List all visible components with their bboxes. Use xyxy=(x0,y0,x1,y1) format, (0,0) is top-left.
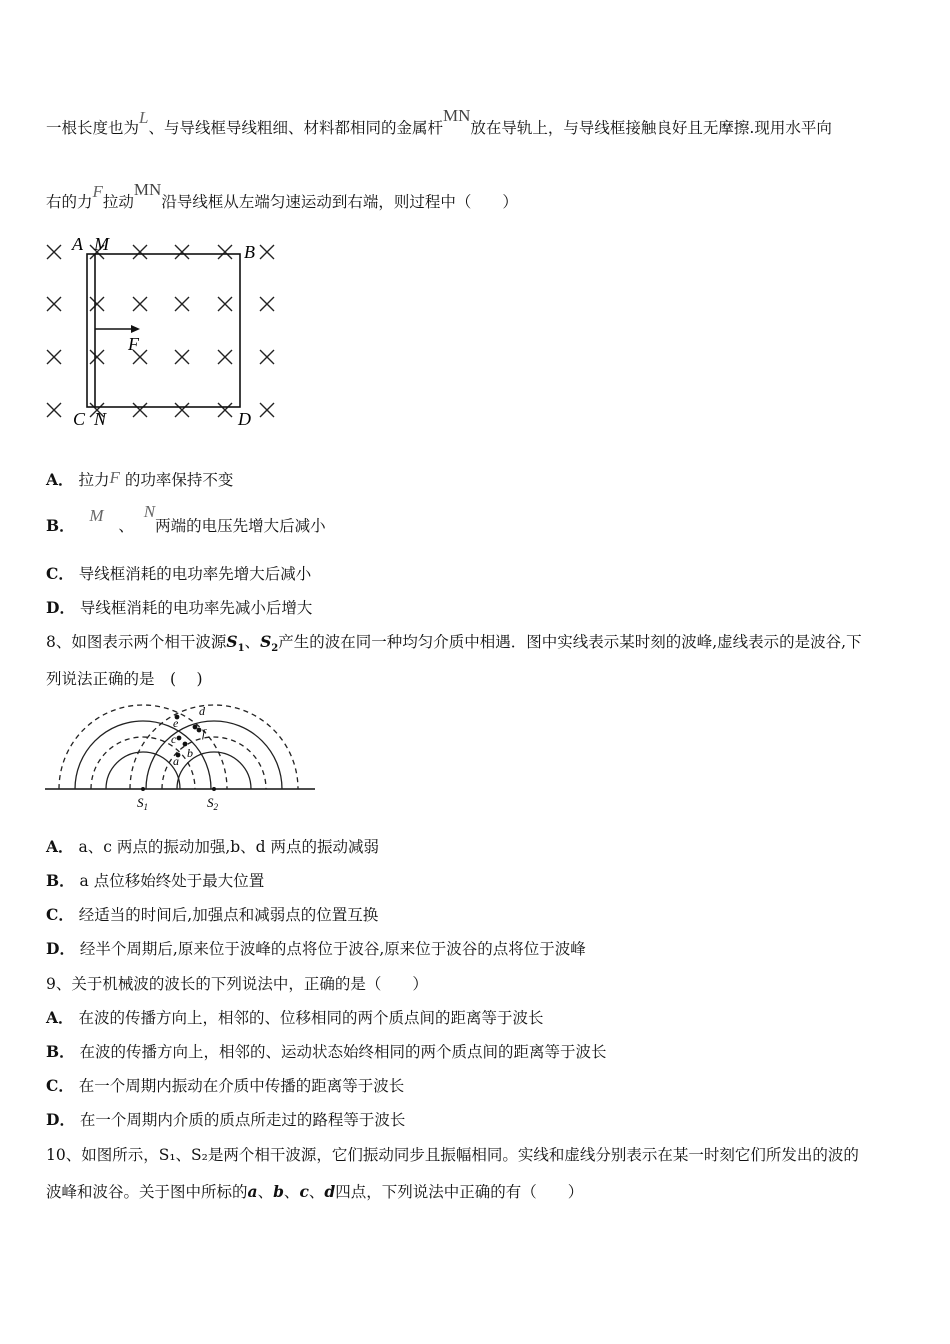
q7-text: 放在导轨上，与导线框接触良好且无摩擦.现用水平向 xyxy=(470,119,832,137)
source-s1: S xyxy=(226,632,238,651)
q8-stem-line1 xyxy=(46,630,862,654)
option-text: 两端的电压先增大后减小 xyxy=(155,517,326,535)
point-c-label: c xyxy=(299,1182,309,1201)
q7-option-b xyxy=(46,502,326,536)
source-s2-dot xyxy=(212,787,216,791)
field-cross-icon xyxy=(47,350,61,364)
field-cross-icon xyxy=(90,297,104,311)
label-M: M xyxy=(94,234,109,254)
q8-option-d xyxy=(46,937,586,959)
q7-option-a xyxy=(46,468,233,490)
field-cross-icon xyxy=(90,350,104,364)
q8-text: 列说法正确的是 ( ) xyxy=(46,670,203,688)
option-text: 在波的传播方向上，相邻的、位移相同的两个质点间的距离等于波长 xyxy=(78,1009,544,1027)
q7-text: 、与导线框导线粗细、材料都相同的金属杆 xyxy=(148,119,443,137)
q7-option-d xyxy=(46,596,312,618)
q8-stem-line2 xyxy=(46,667,203,689)
q7-text: 一根长度也为 xyxy=(46,119,140,137)
point-b-label: b xyxy=(273,1182,284,1201)
field-cross-icon xyxy=(260,350,274,364)
point-c xyxy=(177,736,182,741)
q9-option-c xyxy=(46,1074,404,1096)
option-text: 经适当的时间后,加强点和减弱点的位置互换 xyxy=(78,906,379,924)
q8-text: 、 xyxy=(244,633,261,651)
option-text: 导线框消耗的电功率先减小后增大 xyxy=(79,599,313,617)
point-d-label: d xyxy=(324,1182,336,1201)
option-text: 拉力 xyxy=(78,471,110,489)
option-letter: B． xyxy=(46,1042,75,1061)
q7-text: 拉动 xyxy=(102,193,134,211)
q9-option-b xyxy=(46,1040,607,1062)
var-MN: MN xyxy=(133,180,162,199)
q10-text: 四点，下列说法中正确的有（ ） xyxy=(335,1183,584,1201)
option-letter: B． xyxy=(46,516,75,535)
s2-crest-2 xyxy=(146,721,282,789)
option-text: 、 xyxy=(118,517,134,535)
label-c: c xyxy=(171,732,177,746)
label-F: F xyxy=(128,334,139,354)
q9-stem xyxy=(46,972,428,994)
field-cross-icon xyxy=(260,403,274,417)
option-letter: A． xyxy=(46,837,74,856)
option-text: 在波的传播方向上，相邻的、运动状态始终相同的两个质点间的距离等于波长 xyxy=(79,1043,607,1061)
q10-text: 、 xyxy=(308,1183,325,1201)
source-s1-dot xyxy=(141,787,145,791)
q8-option-a xyxy=(46,835,379,857)
q8-text: 8、如图表示两个相干波源 xyxy=(46,633,227,651)
label-d: d xyxy=(199,704,205,718)
field-cross-icon xyxy=(218,245,232,259)
q9-option-a xyxy=(46,1006,543,1028)
option-letter: C． xyxy=(46,1076,74,1095)
field-cross-icon xyxy=(175,350,189,364)
var-F: F xyxy=(92,182,103,201)
option-letter: B． xyxy=(46,871,75,890)
field-cross-icon xyxy=(218,403,232,417)
q7-option-c xyxy=(46,562,311,584)
option-letter: A． xyxy=(46,1008,74,1027)
q10-text: 10、如图所示，S₁、S₂是两个相干波源，它们振动同步且振幅相同。实线和虚线分别表示在某一时刻它们所发出的波的 xyxy=(46,1146,859,1164)
field-cross-icon xyxy=(133,297,147,311)
q10-text: 波峰和波谷。关于图中所标的 xyxy=(46,1183,248,1201)
option-letter: D． xyxy=(46,1110,75,1129)
option-letter: D． xyxy=(46,598,75,617)
field-cross-icon xyxy=(175,245,189,259)
option-letter: C． xyxy=(46,564,74,583)
q10-stem-line2 xyxy=(46,1180,583,1202)
field-cross-icon xyxy=(47,245,61,259)
option-letter: D． xyxy=(46,939,75,958)
label-e: e xyxy=(173,716,179,730)
q10-text: 、 xyxy=(257,1183,274,1201)
field-cross-icon xyxy=(175,403,189,417)
option-text: 经半个周期后,原来位于波峰的点将位于波谷,原来位于波谷的点将位于波峰 xyxy=(79,940,586,958)
field-cross-icon xyxy=(133,403,147,417)
q7-stem-line1 xyxy=(46,106,832,138)
var-L: L xyxy=(139,108,149,127)
q7-text: 右的力 xyxy=(46,193,93,211)
q8-wave-interference-figure xyxy=(40,697,320,817)
force-arrowhead xyxy=(131,325,140,333)
label-S2: $S_2$ xyxy=(207,795,218,812)
option-text: 在一个周期内振动在介质中传播的距离等于波长 xyxy=(78,1077,405,1095)
field-cross-icon xyxy=(133,245,147,259)
subscript: 1 xyxy=(237,643,245,655)
label-A: A xyxy=(72,234,83,254)
var-M: M xyxy=(89,506,104,525)
label-S1: $S_1$ xyxy=(137,795,148,812)
point-f xyxy=(197,728,202,733)
var-F: F xyxy=(109,468,120,487)
label-N: N xyxy=(94,409,107,429)
field-cross-icon xyxy=(47,403,61,417)
q7-text: 沿导线框从左端匀速运动到右端，则过程中（ ） xyxy=(161,193,518,211)
var-MN: MN xyxy=(443,106,471,125)
source-s2: S xyxy=(260,632,272,651)
var-N: N xyxy=(143,502,156,521)
option-text: 导线框消耗的电功率先增大后减小 xyxy=(78,565,312,583)
label-f: f xyxy=(202,726,206,740)
option-text: 在一个周期内介质的质点所走过的路程等于波长 xyxy=(79,1111,406,1129)
q8-option-c xyxy=(46,903,378,925)
point-d xyxy=(193,725,198,730)
point-a-label: a xyxy=(247,1182,258,1201)
q8-option-b xyxy=(46,869,264,891)
option-letter: C． xyxy=(46,905,74,924)
field-cross-icon xyxy=(175,297,189,311)
label-D: D xyxy=(238,409,251,429)
field-cross-icon xyxy=(260,245,274,259)
option-text: 的功率保持不变 xyxy=(124,471,234,489)
q10-text: 、 xyxy=(283,1183,300,1201)
label-B: B xyxy=(244,242,255,262)
q7-stem-line2 xyxy=(46,180,518,212)
wire-frame xyxy=(87,254,240,407)
field-cross-icon xyxy=(260,297,274,311)
field-cross-icon xyxy=(218,350,232,364)
option-text: a 点位移始终处于最大位置 xyxy=(79,872,265,890)
field-cross-icon xyxy=(47,297,61,311)
label-b: b xyxy=(187,746,193,760)
s1-crest-1 xyxy=(106,752,180,789)
label-a: a xyxy=(173,754,179,768)
q9-option-d xyxy=(46,1108,405,1130)
field-cross-icon xyxy=(218,297,232,311)
s2-trough-2 xyxy=(130,705,298,789)
q9-text: 9、关于机械波的波长的下列说法中，正确的是（ ） xyxy=(46,975,428,993)
q10-stem-line1 xyxy=(46,1143,859,1165)
option-text: a、c 两点的振动加强,b、d 两点的振动减弱 xyxy=(78,838,380,856)
option-letter: A． xyxy=(46,470,74,489)
q8-text: 产生的波在同一种均匀介质中相遇．图中实线表示某时刻的波峰,虚线表示的是波谷,下 xyxy=(278,633,862,651)
label-C: C xyxy=(73,409,86,429)
subscript: 2 xyxy=(271,643,279,655)
q7-magnetic-field-figure xyxy=(40,230,290,435)
